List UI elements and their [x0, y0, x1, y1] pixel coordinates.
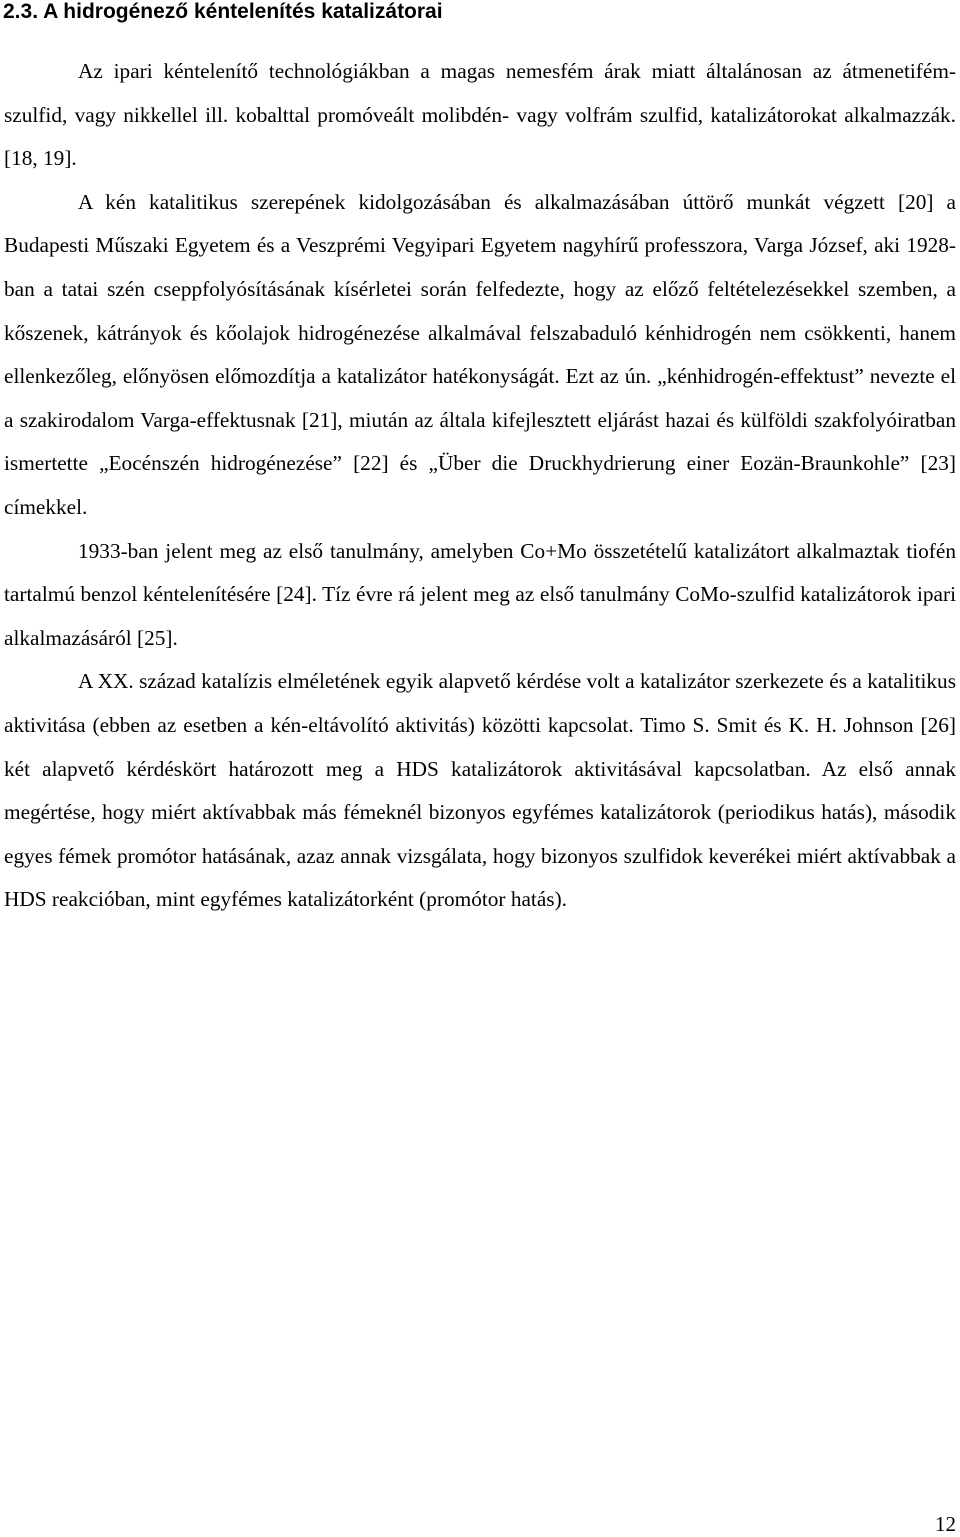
paragraph-varga-effect: A kén katalitikus szerepének kidolgozásában és alkalmazásában úttörő munkát végzett [20] a Budapesti Műszaki Egyetem és a Veszprémi Vegyipari Egyetem nagyhírű professzora, Varga József, aki 1928-ban a tatai szén cseppfolyósításának kísérletei során felfedezte, hogy az előző feltételezésekkel szemben, a kőszenek, kátrányok és kőolajok hidrogénezése alkalmával felszabaduló kénhidrogén nem csökkenti, hanem ellenkezőleg, előnyösen előmozdítja a katalizátor hatékonyságát. Ezt az ún. „kénhidrogén-effektust” nevezte el a szakirodalom Varga-effektusnak [21], miután az általa kifejlesztett eljárást hazai és külföldi szakfolyóiratban ismertette „Eocénszén hidrogénezése” [22] és „Über die Druckhydrierung einer Eozän-Braunkohle” [23] címekkel.: [4, 189, 956, 519]
paragraph-first-study: 1933-ban jelent meg az első tanulmány, amelyben Co+Mo összetételű katalizátort alkalmaztak tiofén tartalmú benzol kéntelenítésére [24]. Tíz évre rá jelent meg az első tanulmány CoMo-szulfid katalizátorok ipari alkalmazásáról [25].: [4, 538, 956, 650]
page-number: 12: [935, 1512, 956, 1536]
body-text: [4, 50, 956, 922]
section-heading: 2.3. A hidrogénező kéntelenítés katalizátorai: [3, 0, 443, 23]
paragraph-catalysis-theory: A XX. század katalízis elméletének egyik alapvető kérdése volt a katalizátor szerkezete és a katalitikus aktivitása (ebben az esetben a kén-eltávolító aktivitás) közötti kapcsolat. Timo S. Smit és K. H. Johnson [26] két alapvető kérdéskört határozott meg a HDS katalizátorok aktivitásával kapcsolatban. Az első annak megértése, hogy miért aktívabbak más fémeknél bizonyos egyfémes katalizátorok (periodikus hatás), második egyes fémek promótor hatásának, azaz annak vizsgálata, hogy bizonyos szulfidok keverékei miért aktívabbak a HDS reakcióban, mint egyfémes katalizátorként (promótor hatás).: [4, 669, 956, 912]
paragraph-catalysts-intro: Az ipari kéntelenítő technológiákban a magas nemesfém árak miatt általánosan az átmenetifém-szulfid, vagy nikkellel ill. kobalttal promóveált molibdén- vagy volfrám szulfid, katalizátorokat alkalmazzák. [18, 19].: [4, 59, 956, 171]
